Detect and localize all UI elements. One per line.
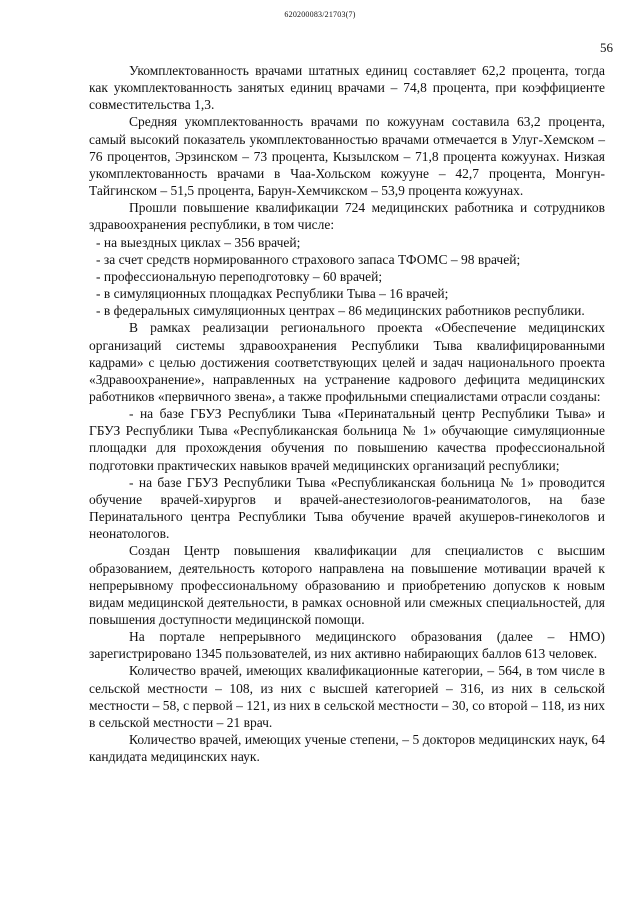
- page-number: 56: [600, 40, 613, 55]
- paragraph-training-center: Создан Центр повышения квалификации для специалистов с высшим образованием, деятельность которого направлена на повышение мотивации врачей к непрерывному профессиональному образованию и приобретению допусков к новым видам медицинской деятельности, в рамках основной или смежных специальностей, для повышения доступности медицинской помощи.: [89, 543, 605, 627]
- list-item-field-cycles: - на выездных циклах – 356 врачей;: [96, 234, 301, 250]
- paragraph-training-intro: Прошли повышение квалификации 724 медицинских работника и сотрудников здравоохранения республики, в том числе:: [89, 200, 605, 233]
- paragraph-regional-project: В рамках реализации регионального проекта «Обеспечение медицинских организаций системы здравоохранения Республики Тыва квалифицированными кадрами» с целью достижения соответствующих целей и задач национального проекта «Здравоохранение», направленных на устранение кадрового дефицита медицинских работников «первичного звена», а также профильными специалистами отрасли созданы:: [89, 320, 605, 404]
- list-item-perinatal-center: - на базе ГБУЗ Республики Тыва «Перинатальный центр Республики Тыва» и ГБУЗ Республики Тыва «Республиканская больница № 1» обучающие симуляционные площадки для прохождения обучения по повышению качества профессиональной подготовки практических навыков врачей медицинских организаций республики;: [89, 406, 605, 473]
- list-item-retraining: - профессиональную переподготовку – 60 врачей;: [96, 268, 383, 284]
- paragraph-district-staffing: Средняя укомплектованность врачами по кожуунам составила 63,2 процента, самый высокий показатель укомплектованностью врачами отмечается в Улуг-Хемском – 76 процентов, Эрзинском – 73 процента, Кызылском – 71,8 процента кожуунах. Низкая укомплектованность врачами в Чаа-Хольском кожууне – 42,7 процента, Монгун-Тайгинском – 51,5 процента, Барун-Хемчикском – 53,9 процента кожуунах.: [89, 114, 605, 199]
- document-code: 620200083/21703(7): [284, 10, 356, 19]
- paragraph-staffing-rate: Укомплектованность врачами штатных единиц составляет 62,2 процента, тогда как укомплектованность занятых единиц врачами – 74,8 процента, при коэффициенте совместительства 1,3.: [89, 63, 605, 113]
- document-body: [89, 62, 605, 765]
- list-item-tfoms: - за счет средств нормированного страхового запаса ТФОМС – 98 врачей;: [96, 251, 521, 267]
- paragraph-nmo-portal: На портале непрерывного медицинского образования (далее – НМО) зарегистрировано 1345 пользователей, из них активно набирающих баллов 613 человек.: [89, 629, 605, 662]
- list-item-republican-hospital: - на базе ГБУЗ Республики Тыва «Республиканская больница № 1» проводится обучение врачей-хирургов и врачей-анестезиологов-реаниматологов, на базе Перинатального центра Республики Тыва обучение врачей акушеров-гинекологов и неонатологов.: [89, 474, 605, 542]
- list-item-local-simulation: - в симуляционных площадках Республики Тыва – 16 врачей;: [96, 286, 449, 302]
- paragraph-degrees: Количество врачей, имеющих ученые степени, – 5 докторов медицинских наук, 64 кандидата медицинских наук.: [89, 732, 605, 765]
- list-item-federal-simulation: - в федеральных симуляционных центрах – 86 медицинских работников республики.: [96, 303, 585, 319]
- paragraph-categories: Количество врачей, имеющих квалификационные категории, – 564, в том числе в сельской местности – 108, из них с высшей категорией – 316, из них в сельской местности – 58, с первой – 121, из них в сельской местности – 30, со второй – 118, из них в сельской местности – 21 врач.: [89, 663, 605, 730]
